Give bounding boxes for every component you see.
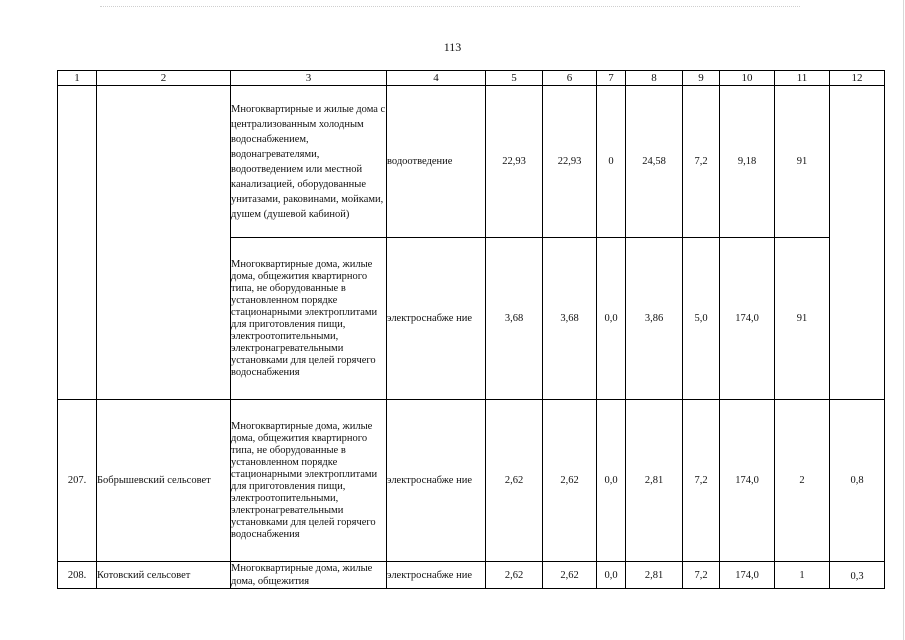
column-header: 11 — [775, 71, 830, 86]
row-number: 208. — [58, 562, 97, 589]
value-col8: 2,81 — [626, 400, 683, 562]
housing-description: Многоквартирные дома, жилые дома, общежития квартирного типа, не оборудованные в установленном порядке стационарными электроплитами для приготовления пищи, электроотопительными, электронагревательными установками для целей горячего водоснабжения — [231, 238, 387, 400]
housing-description: Многоквартирные и жилые дома с централизованным холодным водоснабжением, водонагревателями, водоотведением или местной канализацией, оборудованные унитазами, раковинами, мойками, душем (душевой кабиной) — [231, 86, 387, 238]
value-col10: 174,0 — [720, 562, 775, 589]
row-number-cell — [58, 86, 97, 400]
table-row — [58, 562, 885, 589]
value-col8: 3,86 — [626, 238, 683, 400]
value-col12 — [830, 86, 885, 400]
municipality-name: Бобрышевский сельсовет — [97, 400, 231, 562]
municipality-cell — [97, 86, 231, 400]
value-col9: 7,2 — [683, 562, 720, 589]
value-col11: 1 — [775, 562, 830, 589]
column-header-row — [58, 71, 885, 86]
column-header: 5 — [486, 71, 543, 86]
column-header: 12 — [830, 71, 885, 86]
scan-right-edge — [903, 0, 904, 640]
column-header: 6 — [543, 71, 597, 86]
value-col5: 2,62 — [486, 400, 543, 562]
value-col10: 174,0 — [720, 238, 775, 400]
value-col5: 2,62 — [486, 562, 543, 589]
value-col11: 2 — [775, 400, 830, 562]
column-header: 1 — [58, 71, 97, 86]
value-col10: 174,0 — [720, 400, 775, 562]
value-col12: 0,8 — [830, 400, 885, 562]
table-row — [58, 86, 885, 238]
value-col5: 22,93 — [486, 86, 543, 238]
value-col9: 7,2 — [683, 400, 720, 562]
tariff-table — [57, 70, 885, 589]
value-col7: 0,0 — [597, 400, 626, 562]
value-col5: 3,68 — [486, 238, 543, 400]
column-header: 9 — [683, 71, 720, 86]
value-col7: 0,0 — [597, 562, 626, 589]
page-number: 113 — [443, 40, 462, 54]
column-header: 8 — [626, 71, 683, 86]
column-header: 3 — [231, 71, 387, 86]
column-header: 4 — [387, 71, 486, 86]
housing-description: Многоквартирные дома, жилые дома, общежития квартирного типа, не оборудованные в установленном порядке стационарными электроплитами для приготовления пищи, электроотопительными, электронагревательными установками для целей горячего водоснабжения — [231, 400, 387, 562]
service-type: электроснабже ние — [387, 562, 486, 589]
scan-top-edge — [100, 6, 800, 7]
value-col11: 91 — [775, 86, 830, 238]
value-col12 — [830, 562, 885, 589]
row-number: 207. — [58, 400, 97, 562]
value-col7: 0,0 — [597, 238, 626, 400]
value-col8: 24,58 — [626, 86, 683, 238]
service-type: электроснабже ние — [387, 400, 486, 562]
municipality-name: Котовский сельсовет — [97, 562, 231, 589]
value-col9: 7,2 — [683, 86, 720, 238]
value-col6: 3,68 — [543, 238, 597, 400]
value-col11: 91 — [775, 238, 830, 400]
value-col6: 2,62 — [543, 562, 597, 589]
value-col7: 0 — [597, 86, 626, 238]
value-col9: 5,0 — [683, 238, 720, 400]
value-col6: 2,62 — [543, 400, 597, 562]
column-header: 7 — [597, 71, 626, 86]
value-col10: 9,18 — [720, 86, 775, 238]
column-header: 2 — [97, 71, 231, 86]
service-type: электроснабже ние — [387, 238, 486, 400]
table-row — [58, 400, 885, 562]
value-col8: 2,81 — [626, 562, 683, 589]
value-col12-text: 0,3 — [850, 570, 864, 582]
housing-description: Многоквартирные дома, жилые дома, общежития — [231, 562, 387, 589]
service-type: водоотведение — [387, 86, 486, 238]
column-header: 10 — [720, 71, 775, 86]
value-col6: 22,93 — [543, 86, 597, 238]
